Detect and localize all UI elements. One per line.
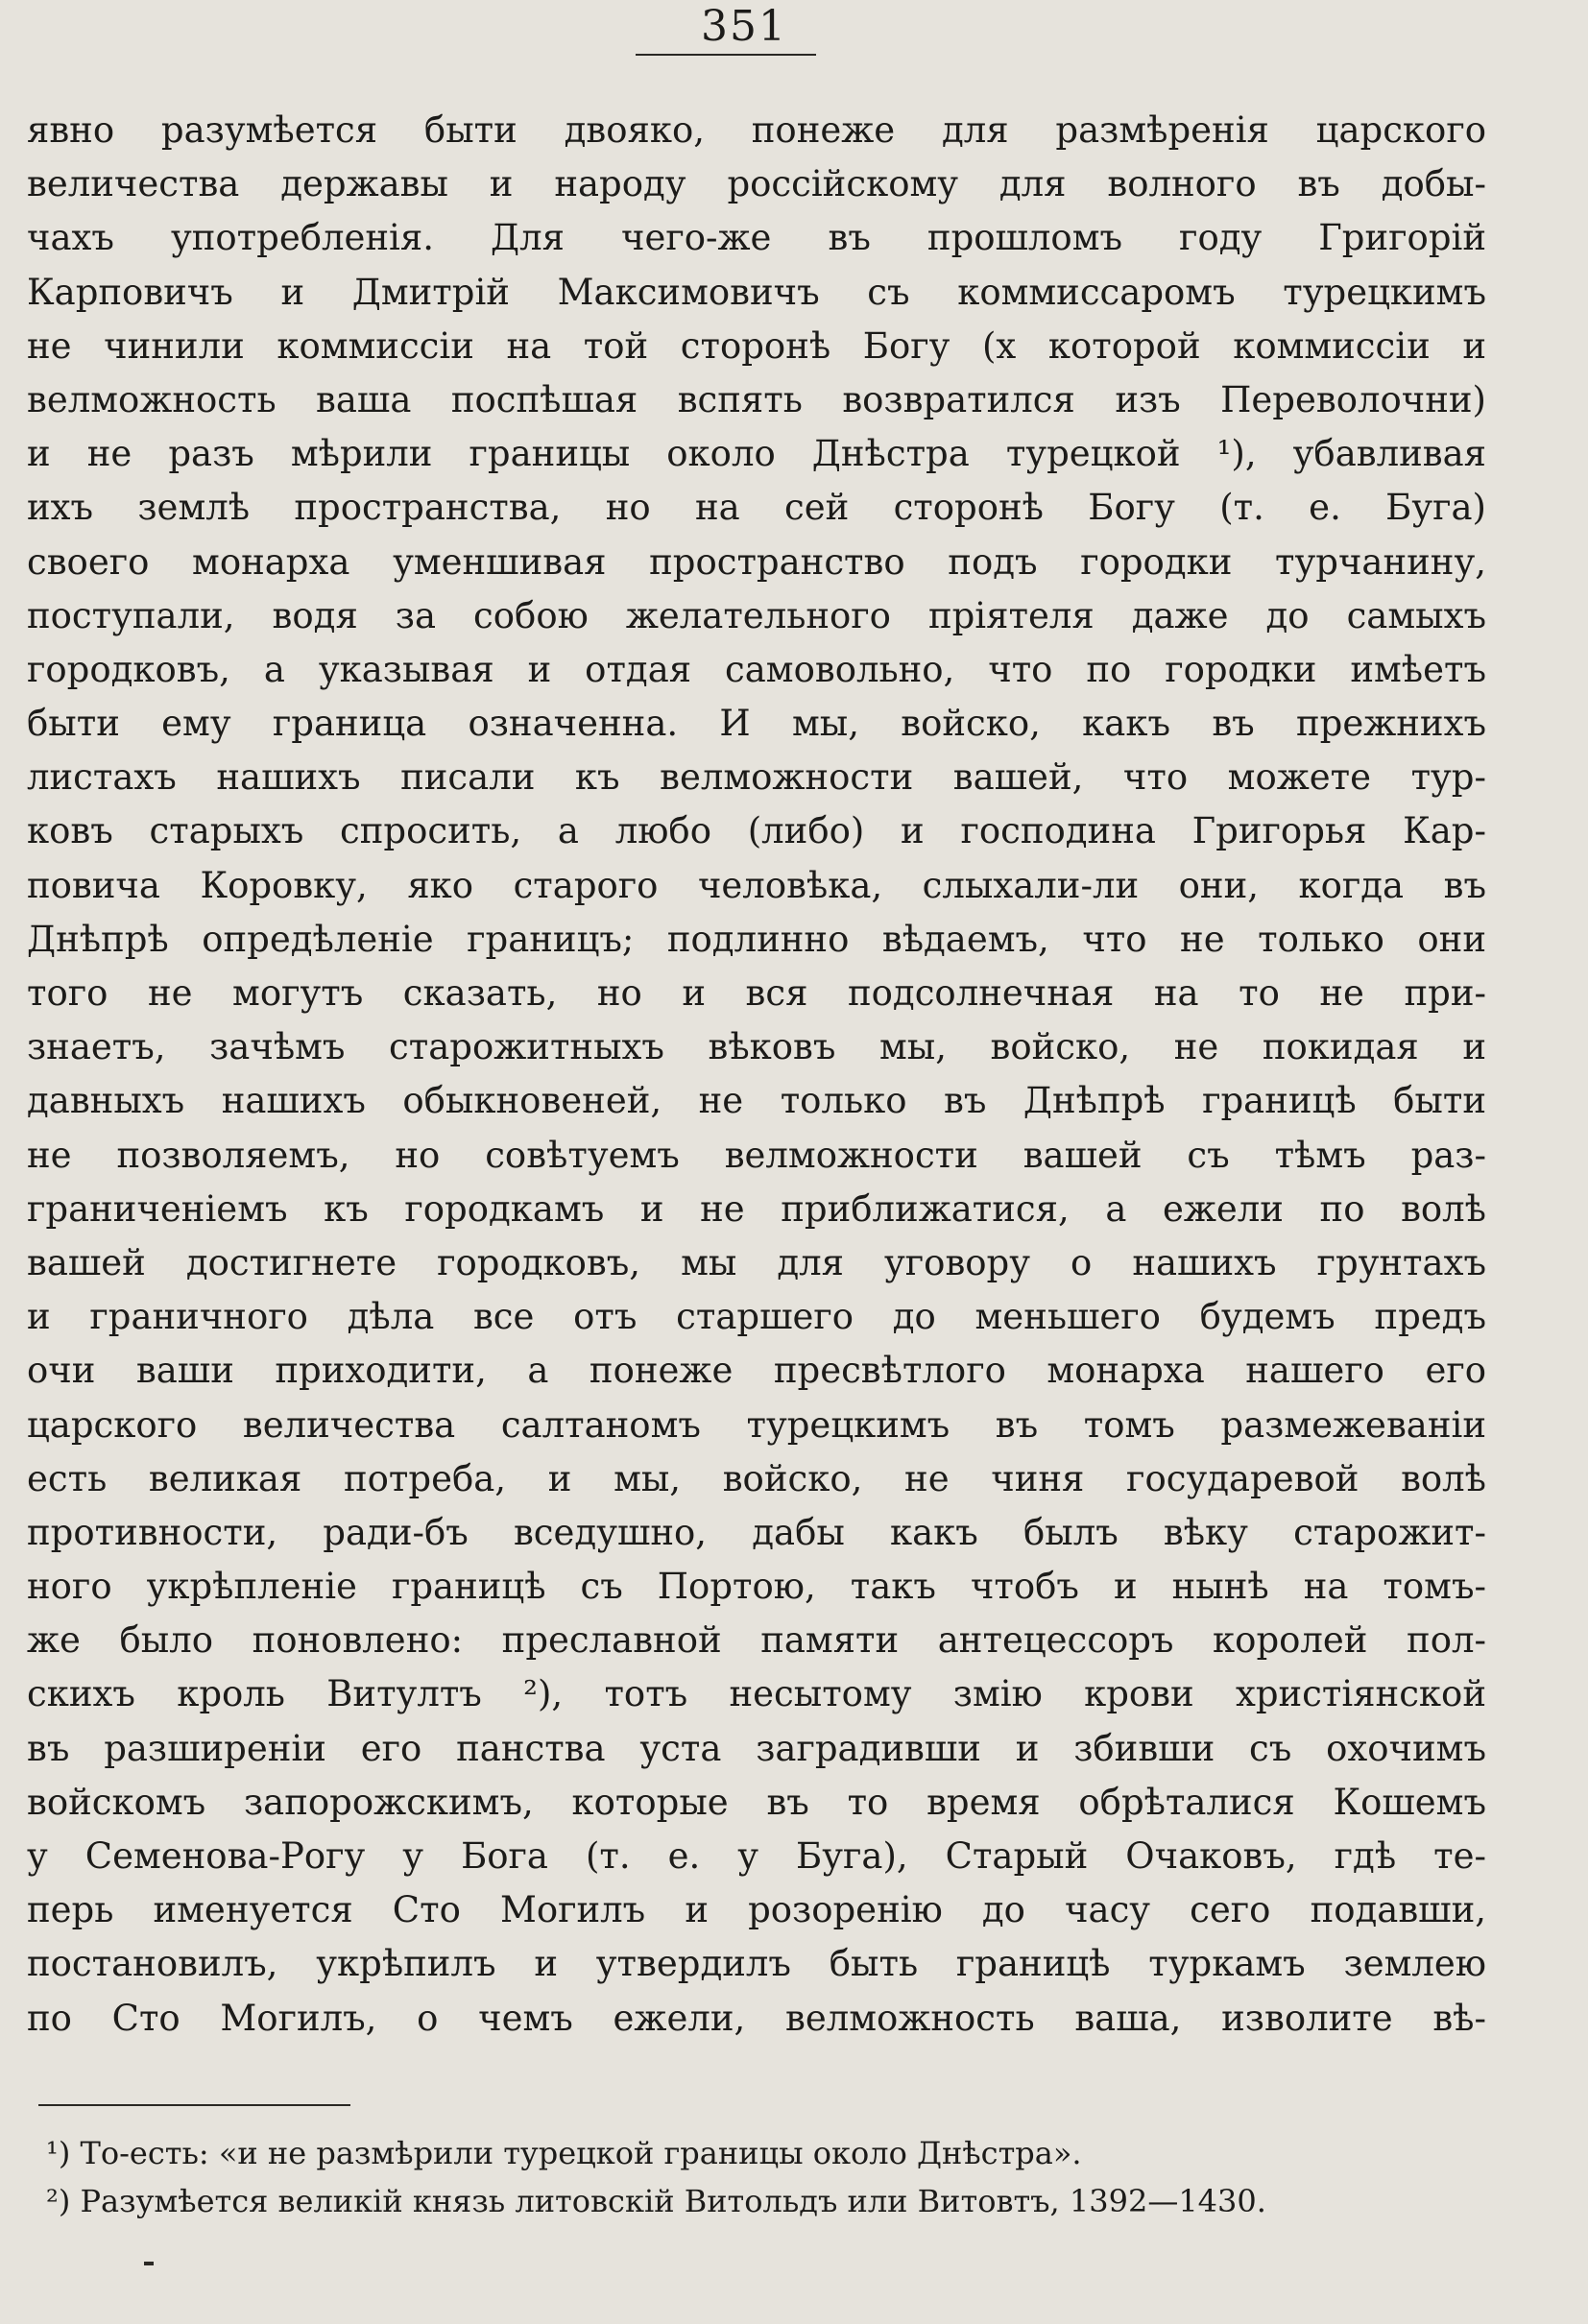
text-line: поступали, водя за собою желательного пріятеля даже до самыхъ xyxy=(27,594,1486,636)
scan-mark xyxy=(144,2262,154,2265)
footnote: ¹) То-есть: «и не размѣрили турецкой границы около Днѣстра». xyxy=(46,2135,1082,2171)
text-line: вашей достигнете городковъ, мы для уговору о нашихъ грунтахъ xyxy=(27,1241,1486,1283)
text-line: постановилъ, укрѣпилъ и утвердилъ быть границѣ туркамъ землею xyxy=(27,1943,1486,1985)
text-line: того не могутъ сказать, но и вся подсолнечная на то не при- xyxy=(27,972,1486,1014)
text-line: противности, ради-бъ вседушно, дабы какъ былъ вѣку старожит- xyxy=(27,1511,1486,1553)
footnote: ²) Разумѣется великій князь литовскій Витольдъ или Витовтъ, 1392—1430. xyxy=(46,2183,1266,2219)
text-line: по Сто Могилъ, о чемъ ежели, велможность ваша, изволите вѣ- xyxy=(27,1997,1486,2039)
text-line: очи ваши приходити, а понеже пресвѣтлого монарха нашего его xyxy=(27,1350,1486,1392)
text-line: не чинили коммиссіи на той сторонѣ Богу (х которой коммиссіи и xyxy=(27,324,1486,367)
text-line: не позволяемъ, но совѣтуемъ велможности вашей съ тѣмъ раз- xyxy=(27,1134,1486,1176)
text-line: въ разширеніи его панства уста заградивши и збивши съ охочимъ xyxy=(27,1727,1486,1769)
text-line: войскомъ запорожскимъ, которые въ то время обрѣталися Кошемъ xyxy=(27,1781,1486,1823)
page-number: 351 xyxy=(701,2,787,51)
text-line: и граничного дѣла все отъ старшего до меньшего будемъ предъ xyxy=(27,1296,1486,1338)
text-line: городковъ, а указывая и отдая самовольно, что по городки имѣетъ xyxy=(27,648,1486,690)
text-line: давныхъ нашихъ обыкновеней, не только въ Днѣпрѣ границѣ быти xyxy=(27,1080,1486,1122)
text-line: ихъ землѣ пространства, но на сей сторонѣ Богу (т. е. Буга) xyxy=(27,487,1486,529)
text-line: граниченіемъ къ городкамъ и не приближатися, а ежели по волѣ xyxy=(27,1187,1486,1230)
text-line: скихъ кроль Витултъ ²), тотъ несытому змію крови христіянской xyxy=(27,1673,1486,1715)
text-line: же было поновлено: преславной памяти антецессоръ королей пол- xyxy=(27,1619,1486,1662)
text-line: велможность ваша поспѣшая вспять возвратился изъ Переволочни) xyxy=(27,378,1486,420)
text-line: явно разумѣется быти двояко, понеже для размѣренія царского xyxy=(27,109,1486,151)
text-line: Карповичъ и Дмитрій Максимовичъ съ коммиссаромъ турецкимъ xyxy=(27,271,1486,313)
text-line: царского величества салтаномъ турецкимъ въ томъ размежеваніи xyxy=(27,1403,1486,1446)
text-line: у Семенова-Рогу у Бога (т. е. у Буга), Старый Очаковъ, гдѣ те- xyxy=(27,1835,1486,1877)
text-line: величества державы и народу россійскому для волного въ добы- xyxy=(27,163,1486,205)
text-line: листахъ нашихъ писали къ велможности вашей, что можете тур- xyxy=(27,756,1486,799)
text-line: Днѣпрѣ опредѣленіе границъ; подлинно вѣдаемъ, что не только они xyxy=(27,918,1486,960)
text-line: знаетъ, зачѣмъ старожитныхъ вѣковъ мы, войско, не покидая и xyxy=(27,1026,1486,1068)
body-text xyxy=(27,104,1486,2046)
header-rule xyxy=(636,54,816,56)
text-line: быти ему граница означенна. И мы, войско, какъ въ прежнихъ xyxy=(27,703,1486,745)
text-line: и не разъ мѣрили границы около Днѣстра турецкой ¹), убавливая xyxy=(27,433,1486,475)
text-line: повича Коровку, яко старого человѣка, слыхали-ли они, когда въ xyxy=(27,864,1486,906)
text-line: своего монарха уменшивая пространство подъ городки турчанину, xyxy=(27,540,1486,583)
text-line: есть великая потреба, и мы, войско, не чиня государевой волѣ xyxy=(27,1457,1486,1499)
text-line: ковъ старыхъ спросить, а любо (либо) и господина Григорья Кар- xyxy=(27,810,1486,852)
text-line: перь именуется Сто Могилъ и розоренію до часу сего подавши, xyxy=(27,1889,1486,1931)
footnote-rule xyxy=(38,2104,350,2106)
text-line: чахъ употребленія. Для чего-же въ прошломъ году Григорій xyxy=(27,217,1486,259)
footnotes xyxy=(46,2129,1496,2225)
text-line: ного укрѣпленіе границѣ съ Портою, такъ чтобъ и нынѣ на томъ- xyxy=(27,1566,1486,1608)
